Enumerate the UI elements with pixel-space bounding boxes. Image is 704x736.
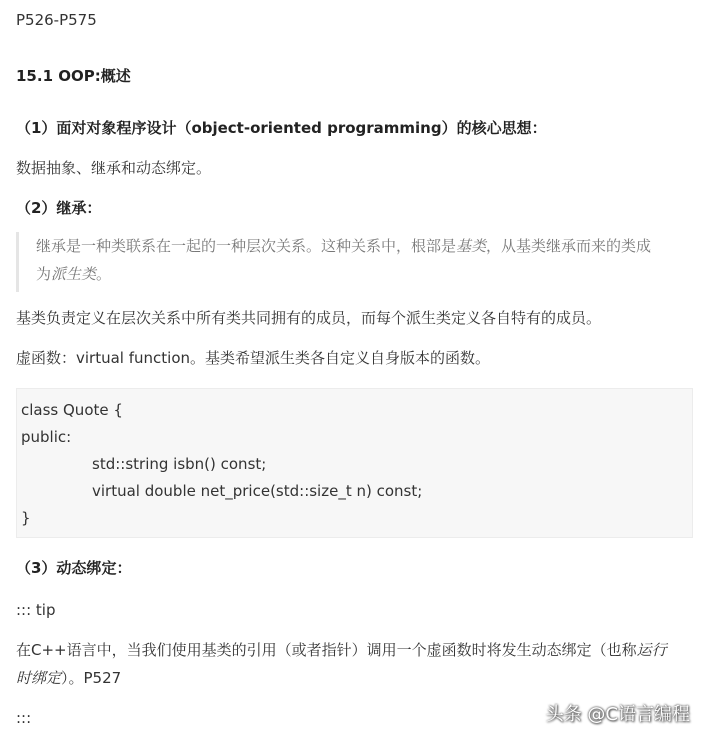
virtual-function-description: 虚函数：virtual function。基类希望派生类各自定义自身版本的函数。 bbox=[16, 349, 491, 367]
blockquote-text: 。 bbox=[96, 265, 112, 283]
blockquote-line-2 bbox=[36, 260, 692, 288]
dynamic-binding-paragraph-line-2 bbox=[16, 664, 121, 692]
question-3-heading: （3）动态绑定： bbox=[16, 559, 132, 577]
code-block bbox=[16, 388, 693, 538]
tip-close-marker: ::: bbox=[16, 709, 32, 727]
tip-open-marker: ::: tip bbox=[16, 601, 56, 619]
blockquote-text: 为 bbox=[36, 265, 52, 283]
blockquote-inheritance bbox=[16, 232, 692, 292]
question-1-heading: （1）面对对象程序设计（object-oriented programming）的核心思想： bbox=[16, 119, 547, 137]
paragraph-text: ）。P527 bbox=[61, 669, 122, 687]
term-binding: 时绑定 bbox=[16, 669, 62, 687]
blockquote-text: 继承是一种类联系在一起的一种层次关系。这种关系中，根部是 bbox=[36, 237, 457, 255]
code-line: public: bbox=[21, 428, 72, 446]
page-range: P526-P575 bbox=[16, 11, 97, 29]
blockquote-text: ，从基类继承而来的类成 bbox=[486, 237, 652, 255]
code-line: std::string isbn() const; bbox=[92, 455, 267, 473]
term-base-class: 基类 bbox=[456, 237, 487, 255]
term-runtime: 运行 bbox=[636, 641, 667, 659]
section-title: 15.1 OOP:概述 bbox=[16, 67, 131, 85]
code-line: } bbox=[21, 509, 31, 527]
paragraph-text: 在C++语言中，当我们使用基类的引用（或者指针）调用一个虚函数时将发生动态绑定（也称 bbox=[16, 641, 637, 659]
watermark: 头条 @C语言编程 bbox=[545, 704, 690, 725]
code-line: class Quote { bbox=[21, 401, 123, 419]
code-line: virtual double net_price(std::size_t n) const; bbox=[92, 482, 423, 500]
dynamic-binding-paragraph-line-1 bbox=[16, 636, 667, 664]
question-1-answer: 数据抽象、继承和动态绑定。 bbox=[16, 159, 212, 177]
question-2-heading: （2）继承： bbox=[16, 199, 102, 217]
blockquote-line-1 bbox=[36, 232, 692, 260]
base-class-description: 基类负责定义在层次关系中所有类共同拥有的成员，而每个派生类定义各自特有的成员。 bbox=[16, 309, 602, 327]
term-derived-class: 派生类 bbox=[51, 265, 97, 283]
